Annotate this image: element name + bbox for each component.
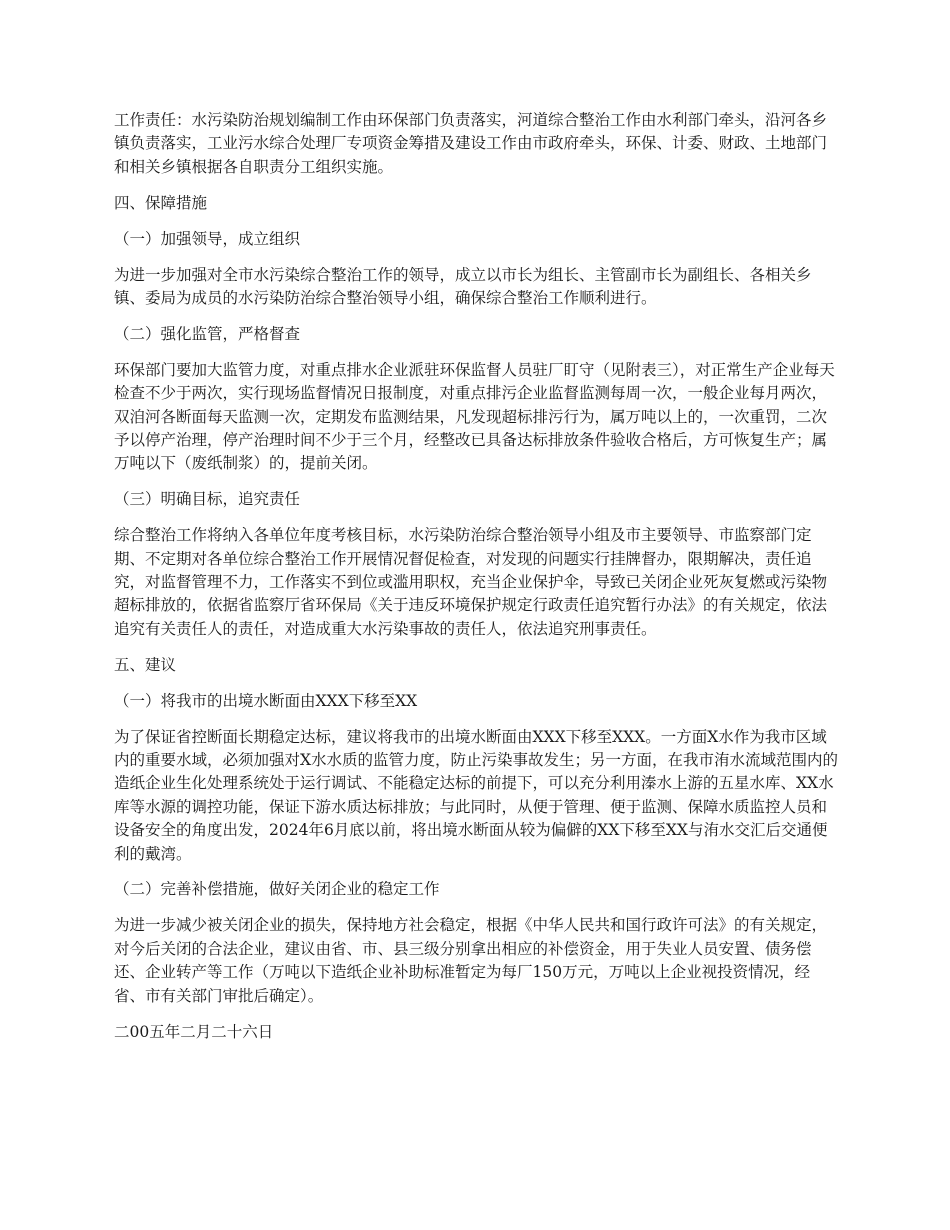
document-date: 二00五年二月二十六日 bbox=[114, 1022, 274, 1041]
paragraph-supervision: 环保部门要加大监管力度，对重点排水企业派驻环保监督人员驻厂盯守（见附表三），对正常生产企业每天检查不少于两次，实行现场监督情况日报制度，对重点排污企业监督监测每周一次，一般企业每月两次，双洎河各断面每天监测一次，定期发布监测结果，凡发现超标排污行为，属万吨以上的，一次重罚，二次予以停产治理，停产治理时间不少于三个月，经整改已具备达标排放条件验收合格后，方可恢复生产；属万吨以下（废纸制浆）的，提前关闭。 bbox=[114, 360, 835, 473]
paragraph-work-responsibility: 工作责任：水污染防治规划编制工作由环保部门负责落实，河道综合整治工作由水利部门牵头，沿河各乡镇负责落实，工业污水综合处理厂专项资金筹措及建设工作由市政府牵头，环保、计委、财政、土地部门和相关乡镇根据各自职责分工组织实施。 bbox=[114, 111, 828, 176]
subheading-outflow-section: （一）将我市的出境水断面由XXX下移至XX bbox=[114, 691, 418, 710]
section-heading-suggestions: 五、建议 bbox=[114, 655, 177, 674]
section-heading-safeguards: 四、保障措施 bbox=[114, 193, 208, 212]
subheading-accountability: （三）明确目标，追究责任 bbox=[114, 490, 301, 509]
paragraph-leadership: 为进一步加强对全市水污染综合整治工作的领导，成立以市长为组长、主管副市长为副组长、各相关乡镇、委局为成员的水污染防治综合整治领导小组，确保综合整治工作顺利进行。 bbox=[114, 265, 812, 307]
document-body bbox=[114, 109, 840, 1056]
paragraph-outflow-section: 为了保证省控断面长期稳定达标，建议将我市的出境水断面由XXX下移至XXX。一方面X水作为我市区域内的重要水域，必须加强对X水水质的监管力度，防止污染事故发生；另一方面，在我市洧水流域范围内的造纸企业生化处理系统处于运行调试、不能稳定达标的前提下，可以充分利用溱水上游的五星水库、XX水库等水源的调控功能，保证下游水质达标排放；与此同时，从便于管理、便于监测、保障水质监控人员和设备安全的角度出发，2024年6月底以前，将出境水断面从较为偏僻的XX下移至XX与洧水交汇后交通便利的戴湾。 bbox=[114, 727, 839, 863]
paragraph-compensation: 为进一步减少被关闭企业的损失，保持地方社会稳定，根据《中华人民共和国行政许可法》的有关规定，对今后关闭的合法企业，建议由省、市、县三级分别拿出相应的补偿资金，用于失业人员安置、债务偿还、企业转产等工作（万吨以下造纸企业补助标准暂定为每厂150万元，万吨以上企业视投资情况，经省、市有关部门审批后确定）。 bbox=[114, 916, 828, 1005]
subheading-leadership: （一）加强领导，成立组织 bbox=[114, 229, 301, 248]
paragraph-accountability: 综合整治工作将纳入各单位年度考核目标，水污染防治综合整治领导小组及市主要领导、市监察部门定期、不定期对各单位综合整治工作开展情况督促检查，对发现的问题实行挂牌督办，限期解决，责任追究，对监督管理不力，工作落实不到位或滥用职权，充当企业保护伞，导致已关闭企业死灰复燃或污染物超标排放的，依据省监察厅省环保局《关于违反环境保护规定行政责任追究暂行办法》的有关规定，依法追究有关责任人的责任，对造成重大水污染事故的责任人，依法追究刑事责任。 bbox=[114, 526, 828, 638]
subheading-compensation: （二）完善补偿措施，做好关闭企业的稳定工作 bbox=[114, 880, 440, 899]
subheading-supervision: （二）强化监管，严格督查 bbox=[114, 324, 301, 343]
